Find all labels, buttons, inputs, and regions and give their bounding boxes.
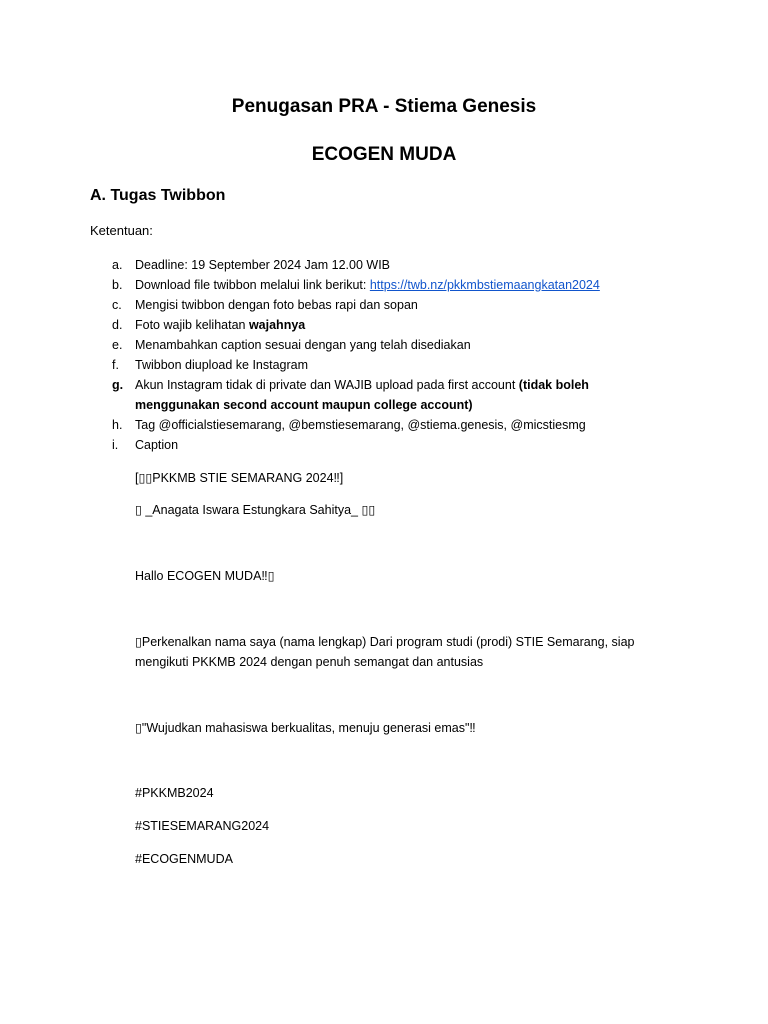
list-marker: d. [112, 318, 123, 332]
document-title: Penugasan PRA - Stiema Genesis [231, 96, 537, 117]
list-item-e [90, 335, 650, 355]
list-item-text: Akun Instagram tidak di private dan WAJIB upload pada first account [135, 378, 519, 392]
hashtag: #STIESEMARANG2024 [135, 819, 270, 833]
hashtag: #PKKMB2024 [135, 786, 214, 800]
hashtag: #ECOGENMUDA [135, 852, 233, 866]
caption-line: [▯▯PKKMB STIE SEMARANG 2024‼] [135, 471, 344, 485]
list-item-text: Tag @officialstiesemarang, @bemstiesemarang, @stiema.genesis, @micstiesmg [135, 418, 586, 432]
caption-line: Hallo ECOGEN MUDA‼▯ [135, 569, 275, 583]
list-item-text: Mengisi twibbon dengan foto bebas rapi dan sopan [135, 298, 418, 312]
list-item-text: Download file twibbon melalui link berikut: [135, 278, 370, 292]
list-marker: h. [112, 418, 123, 432]
list-marker: b. [112, 278, 123, 292]
list-marker: c. [112, 298, 122, 312]
list-marker: f. [112, 358, 119, 372]
caption-line: ▯Perkenalkan nama saya (nama lengkap) Dari program studi (prodi) STIE Semarang, siap mengikuti PKKMB 2024 dengan penuh semangat dan antusias [135, 635, 635, 669]
twibbon-link[interactable]: https://twb.nz/pkkmbstiemaangkatan2024 [369, 278, 600, 292]
list-item-b [90, 275, 650, 295]
document-subtitle: ECOGEN MUDA [311, 144, 457, 165]
list-item-a [90, 255, 650, 275]
ketentuan-label: Ketentuan: [90, 223, 153, 238]
list-item-g [90, 375, 650, 415]
list-item-bold-text: wajahnya [248, 318, 306, 332]
list-item-text: Deadline: 19 September 2024 Jam 12.00 WIB [135, 258, 391, 272]
list-item-i [90, 435, 650, 455]
list-item-f [90, 355, 650, 375]
section-heading: A. Tugas Twibbon [90, 187, 226, 204]
list-item-text: Caption [135, 438, 179, 452]
requirements-list [90, 255, 650, 455]
list-marker: e. [112, 338, 123, 352]
caption-line: ▯"Wujudkan mahasiswa berkualitas, menuju generasi emas"‼ [135, 721, 476, 735]
list-item-h [90, 415, 650, 435]
list-item-bold-text: (tidak boleh menggunakan second account maupun college account) [135, 378, 589, 412]
caption-line: ▯ _Anagata Iswara Estungkara Sahitya_ ▯▯ [135, 503, 376, 517]
list-item-d [90, 315, 650, 335]
list-item-text: Twibbon diupload ke Instagram [135, 358, 309, 372]
list-item-c [90, 295, 650, 315]
list-marker: g. [112, 378, 124, 392]
list-item-text: Foto wajib kelihatan [135, 318, 249, 332]
list-marker: i. [112, 438, 119, 452]
list-marker: a. [112, 258, 123, 272]
list-item-text: Menambahkan caption sesuai dengan yang telah disediakan [135, 338, 471, 352]
